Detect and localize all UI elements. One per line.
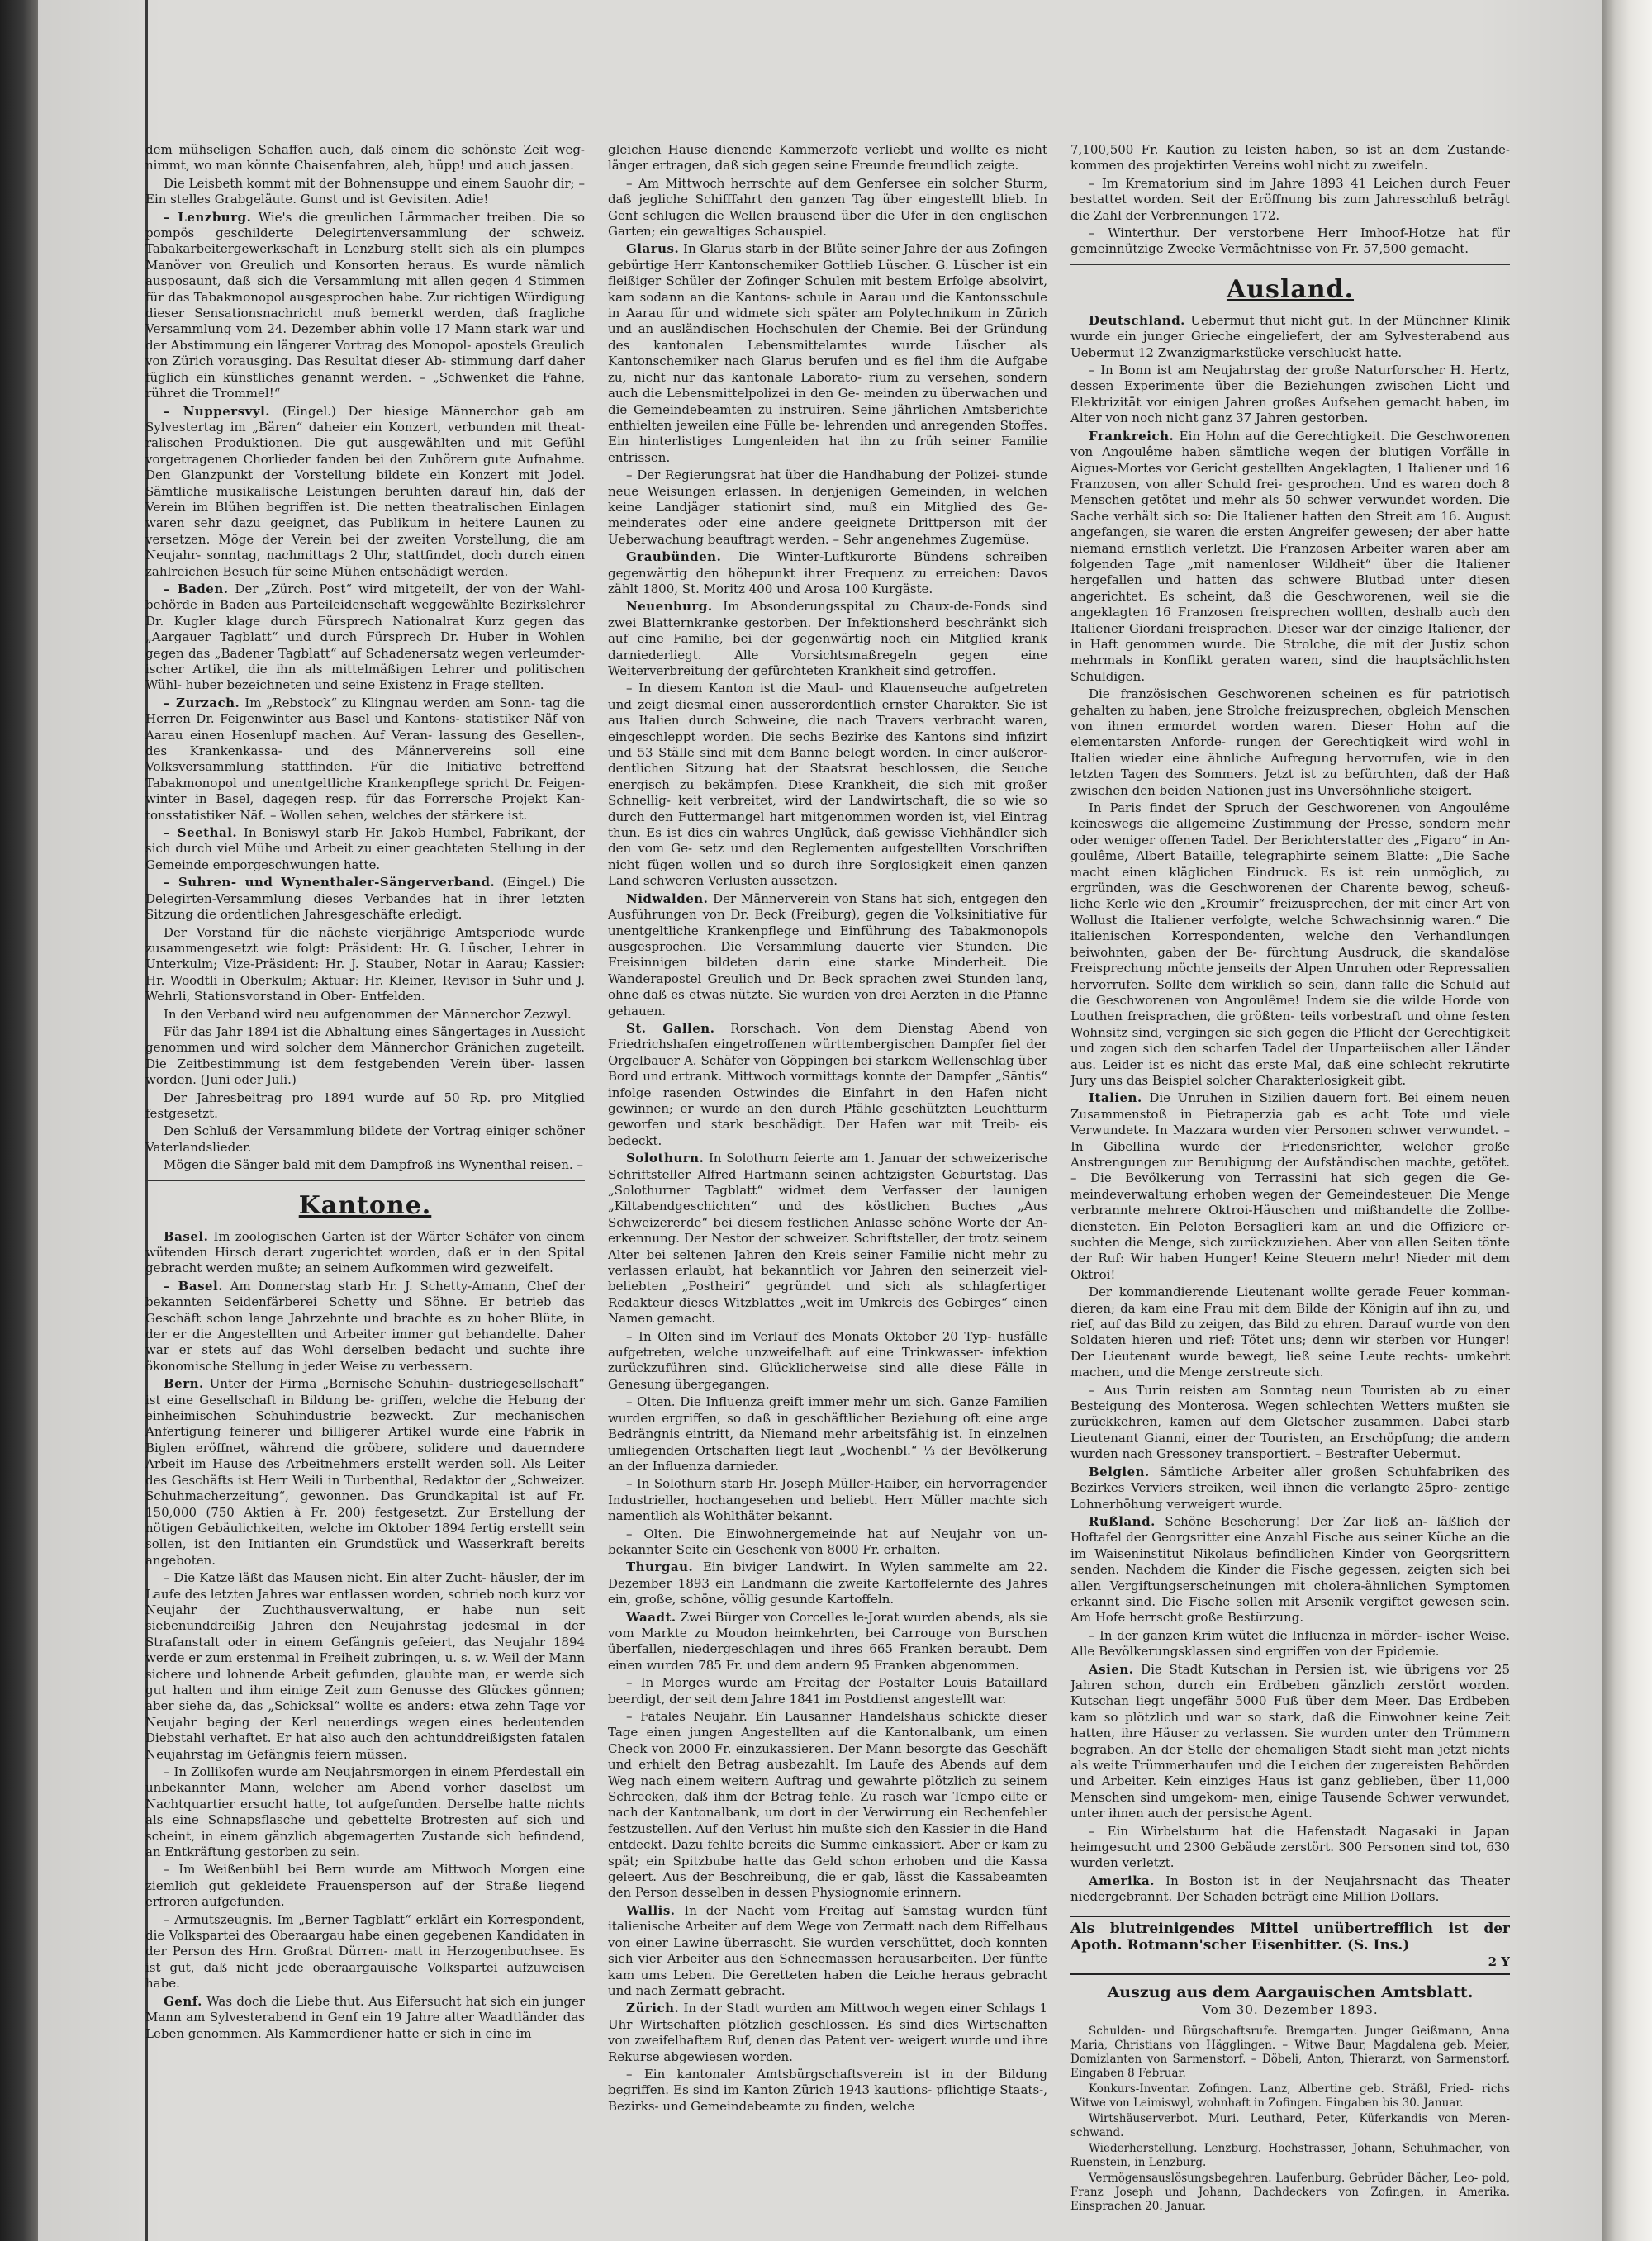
article-lead: Basel.	[164, 1228, 209, 1244]
article-text: Sämtliche Arbeiter aller großen Schuhfabriken des Bezirkes Verviers streiken, weil ihnen die verlangte 25pro- zentige Lohnerhöhung verweigert wurde.	[1070, 1464, 1510, 1512]
section-heading-kantone: Kantone.	[298, 1190, 432, 1220]
article-text: Unter der Firma „Bernische Schuhin- dustriegesellschaft“ ist eine Gesellschaft in Bildung be- griffen, welche die Hebung der einheimischen Schuhindustrie bezweckt. Zur mechanischen Anfertigung feinerer und billigerer Artikel wurde eine Fabrik in Biglen eröffnet, während die gröbere, solidere und dauerndere Arbeit im Hause des Arbeitnehmers erstellt werden soll. Als Leiter des Geschäfts ist Herr Weili in Turbenthal, Redaktor der „Schweizer. Schuhmacherzeitung“, gewonnen. Das Grundkapital ist auf Fr. 150,000 (750 Aktien à Fr. 200) festgesetzt. Zur Erstellung der nötigen Gebäulichkeiten, welche im Oktober 1894 fertig erstellt sein sollen, ist den Initianten ein Grundstück und Wasserkraft bereits angeboten.	[145, 1376, 585, 1568]
article-lead: Rußland.	[1089, 1513, 1156, 1529]
article-lead: – Nuppersvyl.	[164, 403, 270, 419]
article-lead: St. Gallen.	[626, 1020, 715, 1036]
advertisement	[1070, 1916, 1510, 1975]
notice-text: Wirtshäuserverbot. Muri. Leuthard, Peter, Küferkandis von Meren- schwand.	[1070, 2112, 1510, 2140]
article-text: (Eingel.) Der hiesige Männerchor gab am Sylvestertag im „Bären“ daheier ein Konzert, verbunden mit theat- ralischen Produktionen. Die gut ausgewählten und mit Gefühl vorgetragenen Chorlieder fanden bei den Zuhörern gute Aufnahme. Den Glanzpunkt der Vorstellung bildete ein Konzert mit Jodel. Sämtliche musikalische Leistungen beruhten darauf hin, daß der Verein im Blühen begriffen ist. Die netten theatralischen Einlagen waren sehr dazu geeignet, das Publikum in heitere Launen zu versetzen. Möge der Verein bei der zweiten Vorstellung, die am Neujahr- sonntag, nachmittags 2 Uhr, stattfindet, doch durch einen zahlreichen Besuch für seine Mühen entschädigt werden.	[145, 403, 585, 579]
article-text: – In Solothurn starb Hr. Joseph Müller-Haiber, ein hervorragender Industrieller, hochangesehen und beliebt. Herr Müller machte sich namentlich als Wohlthäter bekannt.	[608, 1476, 1047, 1524]
article-text: Mögen die Sänger bald mit dem Dampfroß ins Wynenthal reisen. –	[164, 1157, 583, 1173]
article-text: Im „Rebstock“ zu Klingnau werden am Sonn- tag die Herren Dr. Feigenwinter aus Basel und Kantons- statistiker Näf von Aarau einen Hosenlupf machen. Auf Veran- lassung des Gesellen-, des Krankenkassa- und des Männervereins soll eine Volksversammlung stattfinden. Für die Initiative betreffend Tabakmonopol und unentgeltliche Krankenpflege spricht Dr. Feigen- winter in Basel, dagegen resp. für das Forrersche Projekt Kan- tonsstatistiker Näf. – Wollen sehen, welches der stärkere ist.	[145, 695, 585, 823]
article-text: Rorschach. Von dem Dienstag Abend von Friedrichshafen eingetroffenen württembergischen Dampfer fiel der Orgelbauer A. Schäfer von Göppingen bei starkem Wellenschlag über Bord und ertrank. Mittwoch vormittags konnte der Dampfer „Säntis“ infolge rasenden Ostwindes die Einfahrt in den Hafen nicht gewinnen; er wurde an den durch Pfähle geschützten Leuchtturm geworfen und stark beschädigt. Der Hafen war mit Treib- eis bedeckt.	[608, 1020, 1047, 1148]
article-text: In Boston ist in der Neujahrsnacht das Theater niedergebrannt. Der Schaden beträgt eine Million Dollars.	[1070, 1873, 1510, 1905]
article-text: Schöne Bescherung! Der Zar ließ an- läßlich der Hoftafel der Georgsritter eine Anzahl Fische aus seiner Küche an die im Waiseninstitut Nikolaus befindlichen Kinder von Georgsrittern senden. Nachdem die Kinder die Fische gegessen, zeigten sich bei allen Vergiftungserscheinungen mit cholera-ähnlichen Symptomen erkannt sind. Die Fische sollen mit Arsenik vergiftet gewesen sein. Am Hofe herrscht große Bestürzung.	[1070, 1513, 1510, 1626]
article-lead: Wallis.	[626, 1902, 676, 1918]
article-text: In Boniswyl starb Hr. Jakob Humbel, Fabrikant, der sich durch viel Mühe und Arbeit zu einer geachteten Stellung in der Gemeinde emporgeschwungen hatte.	[145, 825, 585, 872]
article-lead: Genf.	[164, 1993, 202, 2009]
article-lead: Frankreich.	[1089, 428, 1175, 444]
article-lead: Nidwalden.	[626, 890, 709, 906]
article-text: In Paris findet der Spruch der Geschworenen von Angoulême keineswegs die allgemeine Zustimmung der Presse, sondern mehr oder weniger offenen Tadel. Der Berichterstatter des „Figaro“ in An- goulême, Albert Bataille, telegraphirte seinem Blatte: „Die Sache macht einen kläglichen Eindruck. Es ist rein unmöglich, zu ergründen, was die Geschworenen der Charente bewog, scheuß- liche Kerle wie den „Kroumir“ freizusprechen, der mit einer Art von Wollust die Italiener verfolgte, welche Schwachsinnig waren.“ Die italienischen Korrespondenten, welche den Verhandlungen beiwohnten, gaben der Be- fürchtung Ausdruck, die skandalöse Freisprechung möchte jenseits der Alpen Unruhen oder Repressalien hervorrufen. Sollte dem wirklich so sein, dann falle die Schuld auf die Geschworenen von Angoulême! Indem sie die wilde Horde von Louthen freisprachen, die größten- teils vorbestraft und ohne festen Wohnsitz sind, vergingen sie sich gegen die Pflicht der Gerechtigkeit und zogen sich den scharfen Tadel der Unparteiischen aller Länder aus. Leider ist es nicht das erste Mal, daß eine schlecht rekrutirte Jury uns das Beispiel solcher Charakterlosigkeit gibt.	[1070, 800, 1510, 1088]
article-text: Die französischen Geschworenen scheinen es für patriotisch gehalten zu haben, jene Strolche freizusprechen, obgleich Menschen von ihnen ermordet worden waren. Dieser Hohn auf die elementarsten Anforde- rungen der Gerechtigkeit wird wohl in Italien wieder eine ähnliche Aufregung hervorrufen, wie in den letzten Tagen des Sommers. Jetzt ist zu befürchten, daß der Haß zwischen den beiden Nationen just ins Unversöhnliche steigert.	[1070, 686, 1510, 798]
article-lead: Neuenburg.	[626, 599, 713, 615]
article-lead: Waadt.	[626, 1609, 676, 1625]
article-text: – Ein kantonaler Amtsbürgschaftsverein ist in der Bildung begriffen. Es sind im Kanton Zürich 1943 kautions- pflichtige Staats-, Bezirks- und Gemeindebeamte zu finden, welche	[608, 2066, 1047, 2114]
article-text: dem mühseligen Schaffen auch, daß einem die schönste Zeit weg- nimmt, wo man könnte Chaisenfahren, aleh, hüpp! und auch jassen.	[145, 142, 585, 173]
article-text: – Die Katze läßt das Mausen nicht. Ein alter Zucht- häusler, der im Laufe des letzten Jahres war entlassen worden, schrieb noch kurz vor Neujahr der Zuchthausverwaltung, er habe nun seit siebenunddreißig Jahren den Neujahrstag jedesmal in der Strafanstalt oder in einem Gefängnis gefeiert, das Neujahr 1894 werde er zum erstenmal in Freiheit zubringen, u. s. w. Weil der Mann sichere und lohnende Arbeit gefunden, glaubte man, er werde sich gut halten und ihm einige Zeit zum Genusse des Glückes gönnen; aber siehe da, das „Schicksal“ wollte es anders: etwa zehn Tage vor Neujahr beging der Kerl neuerdings wegen eines bedeutenden Diebstahl verhaftet. Er hat also auch den achtunddreißigsten fatalen Neujahrstag im Gefängnis feiern müssen.	[145, 1570, 585, 1762]
article-text: Die Stadt Kutschan in Persien ist, wie übrigens vor 25 Jahren schon, durch ein Erdbeben gänzlich zerstört worden. Kutschan liegt ungefähr 5000 Fuß über dem Meer. Das Erdbeben kam so plötzlich und war so stark, daß die Einwohner keine Zeit hatten, ihre Häuser zu verlassen. Sie wurden unter den Trümmern begraben. An der Stelle der ehemaligen Stadt sieht man jetzt nichts als weite Trümmerhaufen und die Leichen der zugereisten Behörden und Arbeiter. Kein einziges Haus ist ganz geblieben, über 11,000 Menschen sind umgekom- men, einige Tausende Schwer verwundet, unter ihnen auch der persische Agent.	[1070, 1661, 1510, 1821]
newspaper-page	[38, 0, 1602, 2241]
article-text: – In der ganzen Krim wütet die Influenza in mörder- ischer Weise. Alle Bevölkerungsklassen sind ergriffen von der Epidemie.	[1070, 1627, 1510, 1659]
article-text: In der Nacht vom Freitag auf Samstag wurden fünf italienische Arbeiter auf dem Wege von Zermatt nach dem Riffelhaus von einer Lawine überrascht. Sie wurden verschüttet, doch konnten sich vier Arbeiter aus den Schneemassen herausarbeiten. Der fünfte kam ums Leben. Die Geretteten haben die Leiche heraus gebracht und nach Zermatt gebracht.	[608, 1902, 1047, 1998]
notice-text: Wiederherstellung. Lenzburg. Hochstrasser, Johann, Schuhmacher, von Ruenstein, in Lenzburg.	[1070, 2142, 1510, 2170]
notice-text: Schulden- und Bürgschaftsrufe. Bremgarten. Junger Geißmann, Anna Maria, Christians von Hägglingen. – Witwe Baur, Magdalena geb. Meier, Domizlanten von Sarmenstorf. – Döbeli, Anton, Thierarzt, von Sarmenstorf. Eingaben 8 Februar.	[1070, 2025, 1510, 2081]
article-text: Der Vorstand für die nächste vierjährige Amtsperiode wurde zusammengesetzt wie folgt: Präsident: Hr. G. Lüscher, Lehrer in Unterkulm; Vize-Präsident: Hr. J. Stauber, Notar in Aarau; Kassier: Hr. Woodtli in Oberkulm; Aktuar: Hr. Kleiner, Revisor in Suhr und J. Wehrli, Stationsvorstand in Ober- Entfelden.	[145, 924, 585, 1004]
article-text: – In Bonn ist am Neujahrstag der große Naturforscher H. Hertz, dessen Experimente über die Beziehungen zwischen Licht und Elektrizität vor einigen Jahren großes Aufsehen gemacht haben, im Alter von noch nicht ganz 37 Jahren gestorben.	[1070, 363, 1510, 426]
notice-text: Konkurs-Inventar. Zofingen. Lanz, Albertine geb. Sträßl, Fried- richs Witwe von Leimiswyl, wohnhaft in Zofingen. Eingaben bis 30. Januar.	[1070, 2082, 1510, 2110]
article-text: – Ein Wirbelsturm hat die Hafenstadt Nagasaki in Japan heimgesucht und 2300 Gebäude zerstört. 300 Personen sind tot, 630 wurden verletzt.	[1070, 1823, 1510, 1871]
article-lead: – Zurzach.	[164, 695, 240, 710]
article-text: – Winterthur. Der verstorbene Herr Imhoof-Hotze hat für gemeinnützige Zwecke Vermächtnisse von Fr. 57,500 gemacht.	[1070, 226, 1510, 257]
amtsblatt-date: Vom 30. Dezember 1893.	[1202, 2002, 1379, 2018]
article-lead: Zürich.	[626, 2001, 680, 2016]
article-lead: Asien.	[1089, 1661, 1134, 1677]
article-text: gleichen Hause dienende Kammerzofe verliebt und wollte es nicht länger ertragen, daß sich gegen seine Freunde freundlich zeigte.	[608, 142, 1047, 173]
column-2	[608, 142, 1047, 2224]
column-1	[145, 142, 585, 2224]
ad-text: Als blutreinigendes Mittel unübertrefflich ist der Apoth. Rotmann'scher Eisenbitter. (S. Ins.)	[1070, 1920, 1510, 1954]
divider	[1070, 264, 1510, 265]
article-lead: Belgien.	[1089, 1464, 1150, 1479]
article-text: (Eingel.) Die Delegirten-Versammlung dieses Verbandes hat in ihrer letzten Sitzung die ordentlichen Jahresgeschäfte erledigt.	[145, 875, 585, 923]
article-text: Im zoologischen Garten ist der Wärter Schäfer von einem wütenden Hirsch derart zugerichtet worden, daß er in den Spital gebracht werden mußte; an seinem Aufkommen wird gezweifelt.	[145, 1228, 585, 1276]
article-text: Ein biviger Landwirt. In Wylen sammelte am 22. Dezember 1893 ein Landmann die zweite Kartoffelernte des Jahres ein, große, schöne, völlig gesunde Kartoffeln.	[608, 1560, 1047, 1607]
article-text: Den Schluß der Versammlung bildete der Vortrag einiger schöner Vaterlandslieder.	[145, 1123, 585, 1155]
article-text: Im Absonderungsspital zu Chaux-de-Fonds sind zwei Blatternkranke gestorben. Der Infektionsherd beschränkt sich auf eine Familie, bei der gegenwärtig noch ein Mitglied krank darniederliegt. Alle Vorsichtsmaßregeln gegen eine Weiterverbreitung der gefürchteten Krankheit sind getroffen.	[608, 599, 1047, 678]
article-text: Uebermut thut nicht gut. In der Münchner Klinik wurde ein junger Grieche eingeliefert, der am Sylvesterabend aus Uebermut 12 Zwanzigmarkstücke verschluckt hatte.	[1070, 312, 1510, 360]
article-text: – Olten. Die Influenza greift immer mehr um sich. Ganze Familien wurden ergriffen, so daß in geschäftlicher Beziehung oft eine arge Bedrängnis eintritt, da Niemand mehr arbeitsfähig ist. In einzelnen umliegenden Ortschaften liegt laut „Wochenbl.“ ⅓ der Bevölkerung an der Influenza darnieder.	[608, 1394, 1047, 1474]
article-text: In der Stadt wurden am Mittwoch wegen einer Schlags 1 Uhr Wirtschaften plötzlich geschlossen. Es sind dies Wirtschaften von zweifelhaftem Ruf, denen das Patent ver- weigert wurde und ihre Rekurse abgewiesen worden.	[608, 2001, 1047, 2064]
article-text: – Der Regierungsrat hat über die Handhabung der Polizei- stunde neue Weisungen erlassen. In denjenigen Gemeinden, in welchen keine Landjäger stationirt sind, muß ein Mitglied des Ge- meinderates oder eine andere geeignete Drittperson mit der Ueberwachung beauftragt werden. – Sehr angenehmes Zugemüse.	[608, 468, 1047, 547]
article-text: – In Morges wurde am Freitag der Postalter Louis Bataillard beerdigt, der seit dem Jahre 1841 im Postdienst angestellt war.	[608, 1675, 1047, 1707]
article-text: Die Unruhen in Sizilien dauern fort. Bei einem neuen Zusammenstoß in Pietraperzia gab es acht Tote und viele Verwundete. In Mazzara wurden vier Personen schwer verwundet. – In Gibellina wurde der Friedensrichter, welcher große Anstrengungen zur Beruhigung der Aufständischen machte, getötet. – Die Bevölkerung von Terrassini hat sich gegen die Ge- meindeverwaltung erhoben wegen der Gemeindesteuer. Die Menge verbrannte mehrere Oktroi-Häuschen und mißhandelte die Zollbe- diensteten. Ein Peloton Bersaglieri kam an und die Offiziere er- suchten die Menge, sich zurückzuziehen. Aber von allen Seiten tönte der Ruf: Wir haben Hunger! Keine Steuern mehr! Nieder mit dem Oktroi!	[1070, 1090, 1510, 1282]
article-lead: Graubünden.	[626, 549, 722, 565]
divider	[145, 1180, 585, 1181]
article-text: – In diesem Kanton ist die Maul- und Klauenseuche aufgetreten und zeigt diesmal einen ausserordentlich ernster Charakter. Sie ist aus Italien durch Schweine, die nach Travers verbracht waren, eingeschleppt worden. Die sechs Bezirke des Kantons sind infizirt und 53 Ställe sind mit dem Banne belegt worden. In einer außeror- dentlichen Sitzung hat der Staatsrat beschlossen, die Seuche energisch zu bekämpfen. Diese Krankheit, die sich mit großer Schnellig- keit verbreitet, wird der Landwirtschaft, die so wie so durch den Futtermangel hart mitgenommen worden ist, viel Eintrag thun. Es ist dies ein wahres Unglück, daß gewisse Viehhändler sich den vom Ge- setz und den Reglementen aufgestellten Vorschriften nicht fügen wollen und so durch ihre Sorglosigkeit einen ganzen Land schweren Verlusten aussetzen.	[608, 681, 1047, 889]
article-text: In Solothurn feierte am 1. Januar der schweizerische Schriftsteller Alfred Hartmann seinen achtzigsten Geburtstag. Das „Solothurner Tagblatt“ widmet dem Verfasser der launigen „Kiltabendgeschichten“ und des köstlichen Buches „Aus Schweizererde“ bei diesem festlichen Anlasse schöne Worte der An- erkennung. Der Nestor der schweizer. Schriftsteller, der trotz seinem Alter bei seltenen Jahren den Kreis seiner Familie nicht mehr zu verlassen erlaubt, hat bekanntlich vor Jahren den seinerzeit viel- beliebten „Postheiri“ gegründet und sich als schlagfertiger Redakteur dieses Witzblattes „weit im Umkreis des Gebirges“ einen Namen gemacht.	[608, 1151, 1047, 1327]
article-lead: – Suhren- und Wynenthaler-Sängerverband.	[164, 875, 496, 890]
article-text: Der „Zürch. Post“ wird mitgeteilt, der von der Wahl- behörde in Baden aus Parteileidenschaft weggewählte Bezirkslehrer Dr. Kugler klage durch Fürsprech Nationalrat Kurz gegen das „Aargauer Tagblatt“ und durch Fürsprech Dr. Huber in Wohlen gegen das „Badener Tagblatt“ auf Schadenersatz wegen verleumder- ischer Artikel, die ihn als mittelmäßigen Lehrer und politischen Wühl- huber bezeichneten und seine Existenz in Frage stellten.	[145, 581, 585, 693]
section-heading-ausland: Ausland.	[1226, 274, 1355, 304]
article-text: Der Männerverein von Stans hat sich, entgegen den Ausführungen von Dr. Beck (Freiburg), gegen die Volksinitiative für unentgeltliche Krankenpflege und Einführung des Tabakmonopols ausgesprochen. Die Versammlung dauerte vier Stunden. Die Freisinnigen bildeten darin eine starke Minderheit. Die Wanderapostel Greulich und Dr. Beck sprachen zwei Stunden lang, ohne daß es etwas nützte. Sie wurden von drei Aerzten in die Pfanne gehauen.	[608, 890, 1047, 1018]
article-text: Die Winter-Luftkurorte Bündens schreiben gegenwärtig den höhepunkt ihrer Frequenz zu erreichen: Davos zählt 1800, St. Moritz 400 und Arosa 100 Kurgäste.	[608, 549, 1047, 596]
article-lead: – Seethal.	[164, 825, 238, 841]
scan-edge-left	[0, 0, 38, 2241]
article-text: – In Zollikofen wurde am Neujahrsmorgen in einem Pferdestall ein unbekannter Mann, welcher am Abend vorher daselbst um Nachtquartier ersucht hatte, tot aufgefunden. Derselbe hatte nichts als eine Schnapsflasche und gebettelte Brotresten auf sich und scheint, in einem gänzlich abgemagerten Zustande sich befindend, an Entkräftung gestorben zu sein.	[145, 1764, 585, 1860]
article-text: Für das Jahr 1894 ist die Abhaltung eines Sängertages in Aussicht genommen und wird solcher dem Männerchor Gränichen zugeteilt. Die Zeitbestimmung ist dem festgebenden Verein über- lassen worden. (Juni oder Juli.)	[145, 1023, 585, 1088]
article-text: Was doch die Liebe thut. Aus Eifersucht hat sich ein junger Mann am Sylvesterabend in Genf ein 19 Jahre alter Waadtländer das Leben genommen. Als Kammerdiener hatte er sich in eine im	[145, 1993, 585, 2041]
article-lead: Solothurn.	[626, 1151, 705, 1166]
amtsblatt-heading: Auszug aus dem Aargauischen Amtsblatt.	[1107, 1982, 1474, 2001]
article-text: – Im Krematorium sind im Jahre 1893 41 Leichen durch Feuer bestattet worden. Seit der Eröffnung bis zum Jahresschluß beträgt die Zahl der Verbrennungen 172.	[1070, 175, 1510, 223]
article-text: – Olten. Die Einwohnergemeinde hat auf Neujahr von un- bekannter Seite ein Geschenk von 8000 Fr. erhalten.	[608, 1526, 1047, 1557]
scan-edge-right	[1602, 0, 1652, 2241]
article-text: 7,100,500 Fr. Kaution zu leisten haben, so ist an dem Zustande- kommen des projektirten Vereins wohl nicht zu zweifeln.	[1070, 142, 1510, 173]
article-lead: – Basel.	[164, 1278, 223, 1294]
column-3	[1070, 142, 1510, 2224]
article-text: Der kommandierende Lieutenant wollte gerade Feuer komman- dieren; da kam eine Frau mit dem Bilde der Königin auf ihn zu, und rief, auf das Bild zu zeigen, das Bild zu ehren. Darauf wurde von den Soldaten hieren und rief: Tötet uns; denn wir sterben vor Hunger! Der Lieutenant wurde bewegt, ließ seine Leute rechts- umkehrt machen, und die Menge zerstreute sich.	[1070, 1284, 1510, 1380]
article-text: In Glarus starb in der Blüte seiner Jahre der aus Zofingen gebürtige Herr Kantonschemiker Gottlieb Lüscher. G. Lüscher ist ein fleißiger Schüler der Zofinger Schulen mit bestem Erfolge absolvirt, kam sodann an die Kantons- schule in Aarau und die Kantonsschule in Aarau für und widmete sich später am Polytechnikum in Zürich und an ausländischen Hochschulen der Chemie. Bei der Gründung des kantonalen Lebensmittelamtes wurde Lüscher als Kantonschemiker nach Glarus berufen und es fiel ihm die Aufgabe zu, nicht nur das kantonale Laborato- rium zu versehen, sondern auch die Lebensmittelpolizei in den Ge- meinden zu überwachen und die Gemeindebeamten zu instruiren. Seine jährlichen Amtsberichte enthielten jeweilen eine Fülle be- lehrenden und anregenden Stoffes. Ein hinterlistiges Lungenleiden hat ihn zu früh seiner Familie entrissen.	[608, 241, 1047, 465]
article-text: Der Jahresbeitrag pro 1894 wurde auf 50 Rp. pro Mitglied festgesetzt.	[145, 1090, 585, 1121]
article-lead: – Lenzburg.	[164, 209, 252, 225]
article-text: Ein Hohn auf die Gerechtigkeit. Die Geschworenen von Angoulême haben sämtliche wegen der blutigen Vorfälle in Aigues-Mortes vor Gericht gestellten Angeklagten, 1 Italiener und 16 Franzosen, von aller Schuld frei- gesprochen. Und es waren doch 8 Menschen getötet und mehr als 50 schwer verwundet worden. Die Sache verhält sich so: Die Italiener hatten den Streit am 16. August angefangen, sie waren die ersten Angreifer gewesen; der aber hatte niemand ernstlich verletzt. Die Franzosen Arbeiter waren aber am folgenden Tage „mit namenloser Wildheit“ über die Italiener hergefallen und hatten das schwere Blutbad unter diesen angerichtet. Es scheint, daß die Geschworenen, weil sie die angeklagten 16 Franzosen freisprechen wollten, deshalb auch den Italiener Giordani freisprachen. Dieser war der einzige Italiener, der in Haft genommen wurde. Die Strolche, die mit der Justiz schon mehrmals in Konflikt geraten waren, sind die hauptsächlichsten Schuldigen.	[1070, 428, 1510, 684]
ad-code: 2 Y	[1488, 1954, 1510, 1969]
article-lead: Thurgau.	[626, 1560, 694, 1575]
article-text: Am Donnerstag starb Hr. J. Schetty-Amann, Chef der bekannten Seidenfärberei Schetty und Söhne. Er betrieb das Geschäft schon lange Jahrzehnte und brachte es zu hoher Blüte, in der er die Angestellten und Arbeiter immer gut behandelte. Daher war er stets auf das Wohl derselben bedacht und suchte ihre ökonomische Stellung in jeder Weise zu verbessern.	[145, 1278, 585, 1374]
article-text: Die Leisbeth kommt mit der Bohnensuppe und einem Sauohr dir; – Ein stelles Grabgeläute. Gunst und ist Gevisiten. Adie!	[145, 175, 585, 207]
article-text: – Im Weißenbühl bei Bern wurde am Mittwoch Morgen eine ziemlich gut gekleidete Frauensperson auf der Straße liegend erfroren aufgefunden.	[145, 1862, 585, 1910]
article-lead: – Baden.	[164, 581, 229, 596]
article-text: In den Verband wird neu aufgenommen der Männerchor Zezwyl.	[164, 1006, 572, 1022]
article-lead: Deutschland.	[1089, 312, 1185, 328]
article-lead: Amerika.	[1089, 1873, 1155, 1888]
notice-text: Vermögensauslösungsbegehren. Laufenburg. Gebrüder Bächer, Leo- pold, Franz Joseph und Johann, Dachdeckers von Zofingen, in Amerika. Einsprachen 20. Januar.	[1070, 2172, 1510, 2214]
article-text: – Armutszeugnis. Im „Berner Tagblatt“ erklärt ein Korrespondent, die Volkspartei des Oberaargau habe einen gegebenen Kandidaten in der Person des Hrn. Großrat Dürren- matt in Herzogenbuchsee. Es ist gut, daß nicht jede oberaargauische Volkspartei aufzuweisen habe.	[145, 1911, 585, 1992]
article-text: Wie's die greulichen Lärmmacher treiben. Die so pompös geschilderte Delegirtenversammlung der schweiz. Tabakarbeitergewerkschaft in Lenzburg stellt sich als ein plumpes Manöver von Greulich und Konsorten heraus. Es wurde nämlich ausposaunt, daß sich die Versammlung mit allen gegen 4 Stimmen für das Tabakmonopol ausgesprochen habe. Zur richtigen Würdigung dieser Sensationsnachricht muß bemerkt werden, daß fragliche Versammlung vom 24. Dezember abhin volle 17 Mann stark war und der Abstimmung ein längerer Vortrag des Monopol- apostels Greulich von Zürich vorausging. Das Resultat dieser Ab- stimmung darf daher füglich ein künstliches genannt werden. – „Schwenket die Fahne, rühret die Trommel!“	[145, 209, 585, 401]
article-text: – Fatales Neujahr. Ein Lausanner Handelshaus schickte dieser Tage einen jungen Angestellten auf die Kantonalbank, um einen Check von 2000 Fr. einzukassieren. Der Mann besorgte das Geschäft und erhielt den Betrag ausbezahlt. Im Laufe des Abends auf dem Weg nach einem weitern Auftrag und gewahrte plötzlich zu seinem Schrecken, daß ihm der Betrag fehle. Zu rasch war Tempo eilte er nach der Kantonalbank, um dort in der Verwirrung ein Rechenfehler festzustellen. Auf den Verlust hin mußte sich den Kassier in die Hand entdeckt. Dazu fehlte bereits die Summe einkassiert. Aber er kam zu spät; ein Spitzbube hatte das Geld schon erhoben und die Kassa geleert. Aus der Beschreibung, die er gab, lässt die Kassabeamten den Person desselben in dessen Physiognomie erinnern.	[608, 1709, 1047, 1901]
article-text: – Aus Turin reisten am Sonntag neun Touristen ab zu einer Besteigung des Monterosa. Wegen schlechten Wetters mußten sie zurückkehren, kamen auf dem Gletscher zusammen. Dabei starb Lieutenant Gianni, einer der Touristen, an Erschöpfung; die andern wurden nach Gressoney transportiert. – Bestrafter Uebermut.	[1070, 1382, 1510, 1462]
article-lead: Bern.	[164, 1376, 204, 1392]
article-lead: Glarus.	[626, 241, 680, 257]
article-text: Zwei Bürger von Corcelles le-Jorat wurden abends, als sie vom Markte zu Moudon heimkehrten, bei Carrouge von Burschen überfallen, niedergeschlagen und ihres 665 Franken beraubt. Dem einen wurden 785 Fr. und dem andern 95 Franken abgenommen.	[608, 1609, 1047, 1673]
article-lead: Italien.	[1089, 1090, 1142, 1106]
article-text: – Am Mittwoch herrschte auf dem Genfersee ein solcher Sturm, daß jegliche Schifffahrt den ganzen Tag über eingestellt blieb. In Genf schlugen die Wellen brausend über die Ufer in den englischen Garten; ein gewaltiges Schauspiel.	[608, 175, 1047, 240]
article-text: – In Olten sind im Verlauf des Monats Oktober 20 Typ- husfälle aufgetreten, welche unzweifelhaft auf eine Trinkwasser- infektion zurückzuführen sind. Glücklicherweise sind alle diese Fälle in Genesung übergegangen.	[608, 1328, 1047, 1392]
